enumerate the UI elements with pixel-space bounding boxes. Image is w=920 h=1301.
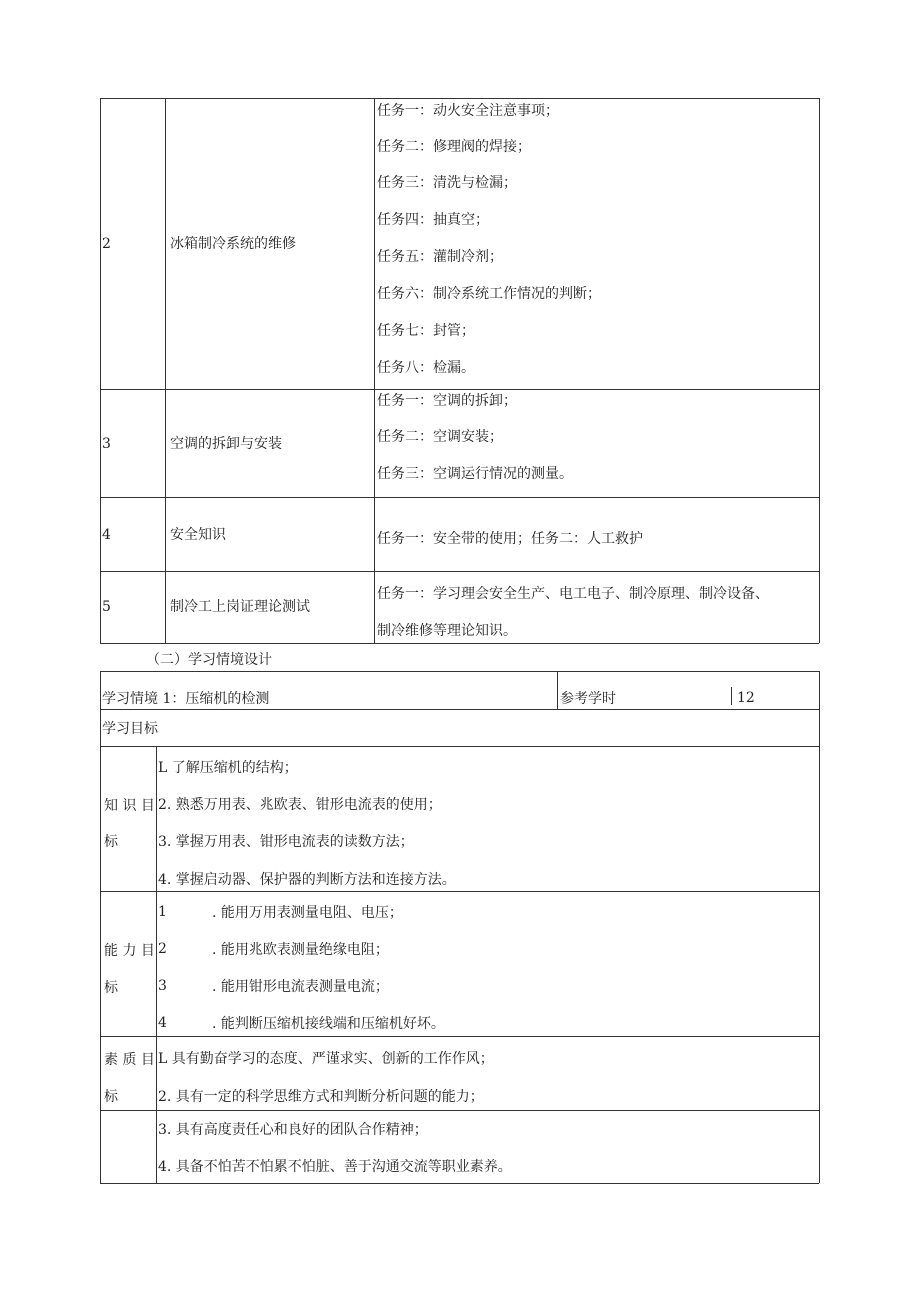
table2-border-top (100, 671, 819, 672)
task-item: 任务四：抽真空； (377, 212, 489, 228)
table2-col-divider (156, 746, 157, 1183)
quality-label-cont: 标 (104, 1089, 118, 1105)
ability-label-cont: 标 (104, 980, 118, 996)
row-number: 5 (102, 599, 111, 615)
table1-border-top (100, 98, 819, 99)
task-item: 任务一：空调的拆卸； (377, 393, 517, 409)
task-item: 任务一：安全带的使用；任务二：人工救护 (377, 531, 643, 547)
knowledge-item: 2. 熟悉万用表、兆欧表、钳形电流表的使用； (158, 797, 442, 813)
ability-item: . 能用兆欧表测量绝缘电阻； (212, 942, 389, 958)
knowledge-item: 4. 掌握启动器、保护器的判断方法和连接方法。 (158, 872, 456, 888)
knowledge-item: 3. 掌握万用表、钳形电流表的读数方法； (158, 834, 414, 850)
table2-row-divider (100, 709, 819, 710)
ability-item-number: 1 (158, 904, 167, 920)
task-item: 任务三：清洗与检漏； (377, 175, 517, 191)
hours-value: 12 (737, 690, 755, 706)
section-heading: （二）学习情境设计 (146, 652, 272, 668)
module-name: 安全知识 (170, 527, 226, 543)
table2-border-right (819, 671, 820, 1183)
task-item: 任务六：制冷系统工作情况的判断； (377, 286, 601, 302)
task-item: 任务二：修理阀的焊接； (377, 139, 531, 155)
quality-label: 素 质 目 (104, 1052, 155, 1068)
ability-item-number: 3 (158, 978, 167, 994)
ability-item: . 能用万用表测量电阻、电压； (212, 905, 403, 921)
task-item: 任务八：检漏。 (377, 360, 475, 376)
table1-border-bottom (100, 643, 819, 644)
task-item: 制冷维修等理论知识。 (377, 623, 517, 639)
quality-item: 4. 具备不怕苦不怕累不怕脏、善于沟通交流等职业素养。 (158, 1159, 512, 1175)
table2-col-divider (557, 671, 558, 709)
table1-col-divider (165, 98, 166, 643)
row-number: 4 (102, 527, 111, 543)
table2-border-left (100, 671, 101, 1183)
quality-item: 2. 具有一定的科学思维方式和判断分析问题的能力； (158, 1089, 484, 1105)
task-item: 任务七：封管； (377, 323, 475, 339)
table2-row-divider (100, 891, 819, 892)
table2-row-divider (100, 746, 819, 747)
module-name: 空调的拆卸与安装 (170, 436, 282, 452)
module-name: 冰箱制冷系统的维修 (170, 236, 296, 252)
table2-row-divider (100, 1036, 819, 1037)
table2-hours-divider (731, 687, 732, 705)
table1-border-left (100, 98, 101, 643)
row-number: 2 (102, 236, 111, 252)
task-item: 任务三：空调运行情况的测量。 (377, 466, 573, 482)
module-name: 制冷工上岗证理论测试 (170, 599, 310, 615)
table1-border-right (819, 98, 820, 643)
knowledge-item: L 了解压缩机的结构； (158, 760, 298, 776)
task-item: 任务一：动火安全注意事项； (377, 103, 559, 119)
table1-row-divider (100, 389, 819, 390)
hours-label: 参考学时 (560, 691, 616, 707)
situation-title: 学习情境 1：压缩机的检测 (102, 691, 270, 707)
quality-item: L 具有勤奋学习的态度、严谨求实、创新的工作作风； (158, 1051, 494, 1067)
table2-row-divider (100, 1110, 819, 1111)
goals-label: 学习目标 (102, 721, 158, 737)
ability-item-number: 2 (158, 941, 167, 957)
table1-row-divider (100, 497, 819, 498)
ability-item: . 能判断压缩机接线端和压缩机好坏。 (212, 1016, 445, 1032)
ability-item-number: 4 (158, 1015, 167, 1031)
table2-border-bottom (100, 1183, 819, 1184)
ability-label: 能 力 目 (104, 943, 155, 959)
task-item: 任务五：灌制冷剂； (377, 249, 503, 265)
row-number: 3 (102, 436, 111, 452)
knowledge-label-cont: 标 (104, 834, 118, 850)
knowledge-label: 知 识 目 (104, 798, 155, 814)
table1-row-divider (100, 571, 819, 572)
task-item: 任务二：空调安装； (377, 429, 503, 445)
ability-item: . 能用钳形电流表测量电流； (212, 979, 389, 995)
table1-col-divider (374, 98, 375, 643)
task-item: 任务一：学习理会安全生产、电工电子、制冷原理、制冷设备、 (377, 586, 769, 602)
quality-item: 3. 具有高度责任心和良好的团队合作精神； (158, 1122, 428, 1138)
